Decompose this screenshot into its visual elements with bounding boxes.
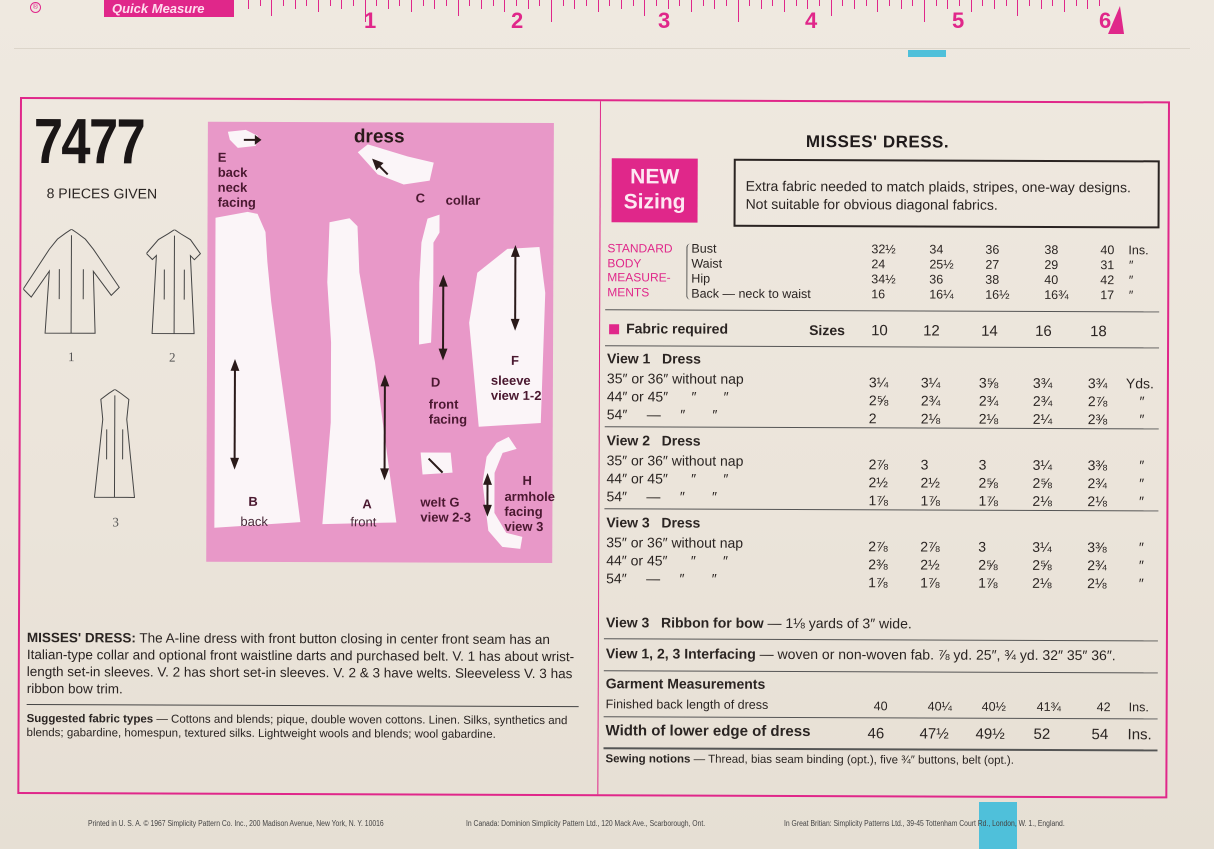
yardage-value: 2⅛ <box>978 410 999 427</box>
ruler-number: 5 <box>952 8 965 33</box>
garment-row-label: Width of lower edge of dress <box>605 722 811 741</box>
view-heading: View 3 Dress <box>606 514 701 531</box>
piece-d-label: front facing <box>428 396 468 427</box>
measurement-name: Waist <box>691 256 723 271</box>
ruler-tick <box>563 0 564 6</box>
fabric-required-label: Fabric required <box>626 320 729 337</box>
ruler-tick <box>248 0 249 9</box>
ruler-tick <box>539 0 540 6</box>
yardage-value: 2⅜ <box>1087 411 1108 428</box>
footer-usa: Printed in U. S. A. © 1967 Simplicity Pattern Co. Inc., 200 Madison Avenue, New York, N. Y. 10016 <box>88 819 384 828</box>
yardage-value: 1⅞ <box>920 574 940 591</box>
interfacing-note <box>606 645 1116 663</box>
ruler-tick <box>271 0 272 16</box>
garment-value: 41¾ <box>1036 699 1062 715</box>
piece-e-label: E back neck facing <box>217 149 256 210</box>
ruler-tick <box>376 0 377 6</box>
yardage-value: 2⅝ <box>978 474 999 491</box>
yardage-value: 2¾ <box>1087 557 1107 574</box>
size-header: 16 <box>1035 322 1052 340</box>
ruler-tick <box>854 0 855 9</box>
yardage-value: 2½ <box>920 556 940 573</box>
yardage-value: 3¼ <box>1032 538 1052 555</box>
measurement-name: Back — neck to waist <box>691 286 811 302</box>
measurement-unit: Ins. <box>1128 243 1149 258</box>
piece-g-label: welt G view 2-3 <box>420 494 472 525</box>
note-line-1: Extra fabric needed to match plaids, stripes, one-way designs. <box>745 177 1131 196</box>
yardage-value: 2 <box>868 410 877 427</box>
ruler-number: 2 <box>511 8 524 33</box>
ruler-tick <box>551 0 552 22</box>
interfacing-text: — woven or non-woven fab. ⅞ yd. 25″, ¾ yd. 32″ 35″ 36″. <box>755 645 1116 664</box>
ruler-tick <box>493 0 494 6</box>
ruler-tick <box>912 0 913 6</box>
ruler-tick <box>469 0 470 6</box>
measurement-value: 42 <box>1100 273 1115 288</box>
ruler-tick <box>703 0 704 6</box>
pattern-info-frame <box>17 97 1170 798</box>
ruler-tick <box>528 0 529 9</box>
ruler-tick <box>481 0 482 9</box>
yardage-value: 2½ <box>868 474 889 491</box>
measurement-value: 16¾ <box>1044 287 1069 303</box>
view-heading: View 1 Dress <box>606 350 701 367</box>
quick-measure-label: Quick Measure <box>104 0 234 17</box>
measurement-value: 38 <box>985 272 1000 287</box>
size-header: 10 <box>871 322 888 340</box>
fabric-note-box <box>734 159 1160 229</box>
pattern-pieces-diagram <box>206 122 554 563</box>
ruler-tick <box>691 0 692 12</box>
yardage-unit: Yds. <box>1125 375 1154 392</box>
yardage-value: 2⅞ <box>868 456 889 473</box>
yardage-value: 2⅛ <box>1087 575 1107 592</box>
yardage-unit: ″ <box>1138 457 1144 474</box>
ruler-tick <box>714 0 715 9</box>
envelope-title: MISSES' DRESS. <box>805 132 950 152</box>
ruler-tick <box>586 0 587 6</box>
ruler-tick <box>574 0 575 9</box>
fabric-width-label: 44″ or 45″ ″ ″ <box>606 388 729 405</box>
ruler-tick <box>761 0 762 9</box>
table-rule <box>604 670 1158 673</box>
ruler-tick <box>283 0 284 6</box>
garment-value: 49½ <box>975 725 1005 743</box>
yardage-value: 2⅛ <box>1032 492 1052 509</box>
yardage-unit: ″ <box>1138 557 1144 574</box>
pattern-description <box>20 629 580 699</box>
description-heading: MISSES' DRESS: <box>26 630 136 646</box>
ruler-tick <box>889 0 890 6</box>
ruler-tick <box>784 0 785 12</box>
sbm-label-line: MENTS <box>607 284 650 299</box>
divider-rule <box>27 704 579 707</box>
ruler-tick <box>295 0 296 9</box>
ruler-tick <box>644 0 645 16</box>
measurement-value: 27 <box>985 257 1000 272</box>
yardage-unit: ″ <box>1138 475 1144 492</box>
yardage-value: 2¾ <box>1032 392 1053 409</box>
yardage-value: 3¼ <box>920 374 941 391</box>
fabric-types-label: Suggested fabric types <box>26 713 154 726</box>
piece-f-label: sleeve view 1-2 <box>490 372 542 404</box>
ruler-tick <box>819 0 820 6</box>
ruler-tick <box>1017 0 1018 16</box>
yardage-value: 3¾ <box>1087 375 1108 392</box>
garment-value: 40½ <box>981 699 1007 714</box>
note-line-2: Not suitable for obvious diagonal fabrics. <box>745 195 998 213</box>
yardage-value: 1⅞ <box>868 492 888 509</box>
ribbon-label: View 3 Ribbon for bow <box>605 614 764 631</box>
ruler-tick <box>399 0 400 6</box>
ruler-tick <box>749 0 750 6</box>
measurement-value: 16¼ <box>929 287 954 302</box>
measurement-value: 16½ <box>985 287 1010 302</box>
ruler-tick <box>947 0 948 9</box>
yardage-value: 2⅝ <box>1032 474 1053 491</box>
yardage-value: 2¾ <box>920 392 941 409</box>
yardage-value: 3 <box>978 456 987 473</box>
ruler-number: 6 <box>1099 8 1112 33</box>
measurement-value: 36 <box>985 242 1000 257</box>
sbm-label-line: STANDARD <box>607 241 673 256</box>
ruler-tick <box>434 0 435 9</box>
yardage-unit: ″ <box>1138 493 1144 510</box>
measurement-value: 24 <box>871 257 886 272</box>
ruler-tick <box>423 0 424 6</box>
notions-label: Sewing notions <box>605 753 691 766</box>
table-rule <box>605 345 1159 348</box>
table-rule <box>603 747 1157 751</box>
sbm-label-line: MEASURE- <box>607 270 671 285</box>
measurement-name: Bust <box>691 241 717 256</box>
ruler-tick <box>353 0 354 6</box>
ribbon-note <box>606 614 912 631</box>
ruler-tick <box>726 0 727 6</box>
garment-value: 46 <box>867 725 885 743</box>
measurement-value: 29 <box>1044 257 1059 272</box>
ruler-tick <box>621 0 622 9</box>
measurement-value: 17 <box>1100 288 1115 303</box>
description-text: The A-line dress with front button closing in center front seam has an Italian-type collar and optional front waistline darts and purchased belt. V. 1 has about wrist-length set-in sleeves. V. 2 has short set-in sleeves. V. 2 & 3 have welts. Sleeveless V. 3 has ribbon bow trim. <box>26 630 575 697</box>
yardage-value: 2⅞ <box>920 538 940 555</box>
fabric-width-label: 35″ or 36″ without nap <box>606 452 744 469</box>
fabric-types-text: — Cottons and blends; pique, double woven cottons. Linen. Silks, synthetics and blends; gabardine, homespun, textured silks. Lightweight wools and blends; wool gabardine. <box>26 713 568 741</box>
standard-body-measurements-label <box>607 241 672 299</box>
registered-mark-icon: ® <box>30 2 41 13</box>
sizes-label: Sizes <box>809 322 845 339</box>
piece-a-letter: A <box>362 496 372 512</box>
yardage-value: 2⅞ <box>1087 393 1108 410</box>
view-number: 1 <box>67 349 75 365</box>
garment-value: 52 <box>1033 725 1051 743</box>
yardage-value: 3⅜ <box>1087 539 1107 556</box>
ruler-tick <box>924 0 925 22</box>
ruler-tick <box>796 0 797 6</box>
yardage-value: 2⅛ <box>1032 574 1052 591</box>
ruler-tick <box>330 0 331 6</box>
measurement-name: Hip <box>691 271 711 286</box>
ruler-tick <box>609 0 610 6</box>
fabric-width-label: 54″ — ″ ″ <box>606 488 718 505</box>
ruler-tick <box>831 0 832 16</box>
size-header: 18 <box>1090 323 1107 341</box>
ruler-tick <box>1029 0 1030 6</box>
view-number: 2 <box>168 349 176 365</box>
piece-b-label: back <box>240 513 268 529</box>
column-divider <box>597 101 601 794</box>
ruler-tick <box>633 0 634 6</box>
table-rule <box>604 716 1158 719</box>
fabric-width-label: 54″ — ″ ″ <box>606 570 717 587</box>
table-rule <box>604 508 1158 511</box>
new-sizing-badge <box>612 158 698 222</box>
ruler-tick <box>446 0 447 6</box>
ruler-tick <box>936 0 937 6</box>
badge-line-2: Sizing <box>623 190 686 214</box>
yardage-value: 3 <box>920 456 929 473</box>
ruler-tick <box>1052 0 1053 6</box>
yardage-value: 2⅜ <box>868 556 888 573</box>
yardage-value: 2⅝ <box>1032 556 1052 573</box>
yardage-unit: ″ <box>1138 393 1144 410</box>
garment-unit: Ins. <box>1127 726 1152 744</box>
ruler-tick <box>516 0 517 6</box>
ruler-tick <box>842 0 843 6</box>
table-rule <box>605 309 1159 312</box>
pieces-given: 8 PIECES GIVEN <box>46 185 158 202</box>
cyan-registration-mark <box>908 50 946 57</box>
ruler-tick <box>1076 0 1077 6</box>
ruler-tick <box>260 0 261 6</box>
ruler-tick <box>866 0 867 6</box>
piece-c-label: collar <box>445 192 481 208</box>
measurement-value: 16 <box>871 287 886 302</box>
fabric-width-label: 54″ — ″ ″ <box>606 406 718 423</box>
ruler-tick <box>1041 0 1042 9</box>
garment-value: 42 <box>1096 700 1111 715</box>
measurement-value: 40 <box>1044 272 1059 287</box>
view-number: 3 <box>112 514 119 530</box>
fabric-width-label: 44″ or 45″ ″ ″ <box>606 470 729 487</box>
yardage-value: 2¾ <box>978 392 999 409</box>
ruler-number: 4 <box>805 8 818 33</box>
yardage-unit: ″ <box>1138 575 1144 592</box>
ruler-tick <box>1099 0 1100 6</box>
ruler-tick <box>1087 0 1088 9</box>
piece-d-letter: D <box>430 374 441 390</box>
view-heading: View 2 Dress <box>606 432 701 449</box>
yardage-value: 3¼ <box>1032 456 1053 473</box>
ruler-tick <box>877 0 878 12</box>
garment-value: 54 <box>1091 726 1109 744</box>
ruler-tick <box>504 0 505 12</box>
piece-h-label: armhole facing view 3 <box>504 488 556 535</box>
garment-value: 47½ <box>919 725 949 743</box>
measurement-unit: ″ <box>1128 273 1133 288</box>
garment-value: 40¼ <box>927 699 953 714</box>
piece-h-letter: H <box>522 472 532 488</box>
table-rule <box>604 638 1158 641</box>
measurement-value: 36 <box>929 272 944 287</box>
pink-square-icon <box>609 324 619 334</box>
view-1-sketch <box>23 229 123 339</box>
yardage-value: 2⅛ <box>920 410 941 427</box>
yardage-value: 2⅝ <box>978 556 998 573</box>
piece-b-letter: B <box>248 493 258 509</box>
measurement-value: 32½ <box>871 242 896 257</box>
yardage-value: 2½ <box>920 474 941 491</box>
badge-line-1: NEW <box>630 165 680 189</box>
yardage-value: 1⅞ <box>868 574 888 591</box>
yardage-value: 2¾ <box>1087 475 1108 492</box>
ruler-tick <box>772 0 773 6</box>
garment-unit: Ins. <box>1128 700 1149 715</box>
piece-a-label: front <box>350 514 377 530</box>
pattern-number: 7477 <box>33 105 145 178</box>
ruler-tick <box>1064 0 1065 12</box>
yardage-value: 3 <box>978 538 987 555</box>
quick-measure-ruler <box>0 0 1214 36</box>
yardage-value: 2⅝ <box>868 392 889 409</box>
ruler-tick <box>318 0 319 12</box>
yardage-value: 3⅜ <box>1087 457 1108 474</box>
yardage-value: 1⅞ <box>978 574 998 591</box>
table-rule <box>605 426 1159 429</box>
ruler-tick <box>341 0 342 9</box>
yardage-unit: ″ <box>1138 539 1144 556</box>
measurement-value: 40 <box>1100 243 1115 258</box>
measurement-value: 38 <box>1044 242 1059 257</box>
measurement-value: 25½ <box>929 257 954 272</box>
measurement-value: 34 <box>929 242 944 257</box>
diagram-title: dress <box>353 126 405 148</box>
piece-f-letter: F <box>510 352 519 368</box>
piece-c-letter: C <box>415 190 426 206</box>
ruler-tick <box>738 0 739 22</box>
ruler-tick <box>598 0 599 12</box>
ruler-tick <box>306 0 307 6</box>
envelope-flap-fold <box>14 48 1190 62</box>
yardage-value: 3¾ <box>1032 374 1053 391</box>
yardage-value: 3¼ <box>868 374 889 391</box>
garment-row-label: Finished back length of dress <box>605 697 769 712</box>
size-header: 12 <box>923 322 940 340</box>
footer-canada: In Canada: Dominion Simplicity Pattern Ltd., 120 Mack Ave., Scarborough, Ont. <box>466 819 706 828</box>
ruler-tick <box>1006 0 1007 6</box>
interfacing-label: View 1, 2, 3 Interfacing <box>605 645 756 662</box>
ribbon-text: — 1⅛ yards of 3″ wide. <box>763 614 912 632</box>
fabric-width-label: 35″ or 36″ without nap <box>606 370 744 387</box>
ruler-number: 1 <box>364 8 377 33</box>
measurement-value: 34½ <box>871 272 896 287</box>
fabric-width-label: 44″ or 45″ ″ ″ <box>606 552 729 569</box>
ruler-tick <box>959 0 960 6</box>
view-2-sketch <box>146 229 206 339</box>
yardage-value: 2¼ <box>1032 410 1053 427</box>
measurement-unit: ″ <box>1128 288 1133 303</box>
suggested-fabric-types <box>27 712 579 742</box>
ruler-tick <box>411 0 412 12</box>
yardage-value: 3⅝ <box>978 374 999 391</box>
measurement-value: 31 <box>1100 258 1115 273</box>
measurement-unit: ″ <box>1128 258 1133 273</box>
ruler-tick <box>982 0 983 6</box>
yardage-value: 1⅞ <box>978 492 998 509</box>
ruler-tick <box>388 0 389 9</box>
ruler-tick <box>901 0 902 9</box>
notions-text: — Thread, bias seam binding (opt.), five ¾″ buttons, belt (opt.). <box>690 753 1014 767</box>
yardage-value: 1⅞ <box>920 492 940 509</box>
fabric-width-label: 35″ or 36″ without nap <box>606 534 744 551</box>
sewing-notions <box>605 753 1013 767</box>
sbm-label-line: BODY <box>607 255 642 270</box>
footer-britain: In Great Britian: Simplicity Patterns Ltd., 39-45 Tottenham Court Rd., London, W. 1., England. <box>784 819 1065 828</box>
ruler-tick <box>971 0 972 12</box>
yardage-value: 2⅞ <box>868 538 888 555</box>
yardage-value: 2⅛ <box>1087 493 1107 510</box>
yardage-unit: ″ <box>1138 411 1144 428</box>
ruler-tick <box>656 0 657 6</box>
ruler-number: 3 <box>658 8 671 33</box>
size-header: 14 <box>981 322 998 340</box>
ruler-tick <box>679 0 680 6</box>
view-3-sketch <box>90 389 140 504</box>
garment-measurements-heading: Garment Measurements <box>605 675 766 692</box>
ruler-tick <box>994 0 995 9</box>
garment-value: 40 <box>873 699 888 714</box>
ruler-tick <box>458 0 459 16</box>
